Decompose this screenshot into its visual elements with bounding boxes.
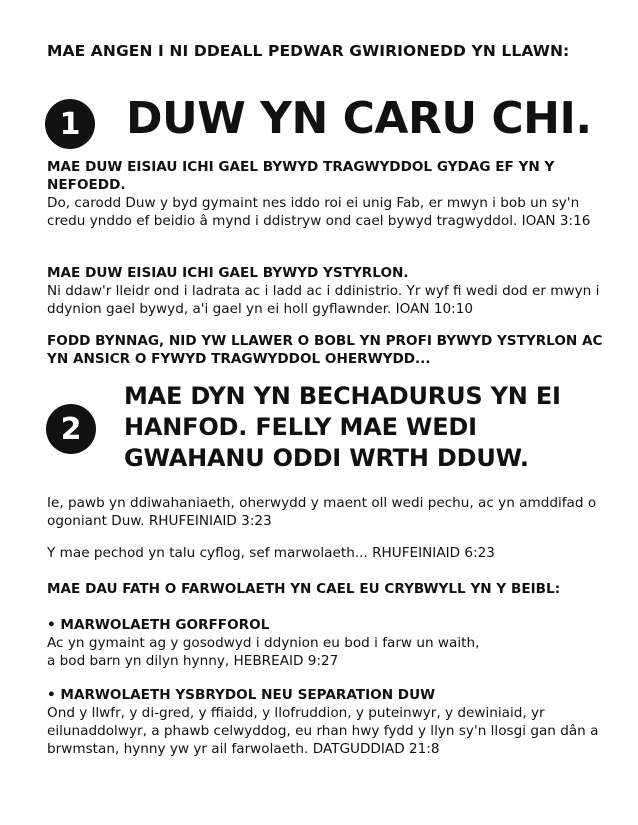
- truth-1-p2-heading: MAE DUW EISIAU ICHI GAEL BYWYD YSTYRLON.: [47, 265, 409, 281]
- intro-heading: MAE ANGEN I NI DDEALL PEDWAR GWIRIONEDD YN LLAWN:: [47, 42, 570, 60]
- truth-1-p1-text: Do, carodd Duw y byd gymaint nes iddo roi ei unig Fab, er mwyn i bob un sy'n credu ynddo ef beidio â mynd i ddistryw ond cael bywyd tragwyddol.: [47, 195, 580, 229]
- truth-1-p1-heading: MAE DUW EISIAU ICHI GAEL BYWYD TRAGWYDDOL GYDAG EF YN Y NEFOEDD.: [47, 159, 555, 193]
- truth-2-paragraph-2: [47, 544, 607, 562]
- truth-1-heading: DUW YN CARU CHI.: [126, 93, 592, 144]
- truth-1-paragraph-2: [47, 264, 607, 318]
- truth-2-p1-reference: RHUFEINIAID 3:23: [148, 513, 272, 529]
- bullet-1-reference: HEBREAID 9:27: [233, 653, 339, 669]
- bullet-1-line-2: a bod barn yn dilyn hynny,: [47, 653, 230, 669]
- truth-1-p2-reference: IOAN 10:10: [395, 301, 474, 317]
- truth-1-paragraph-1: [47, 158, 607, 230]
- bullet-spiritual-death: [47, 686, 607, 758]
- truth-2-paragraph-3: MAE DAU FATH O FARWOLAETH YN CAEL EU CRYBWYLL YN Y BEIBL:: [47, 581, 561, 597]
- truth-1-p1-reference: IOAN 3:16: [521, 213, 591, 229]
- truth-2-number-badge: 2: [46, 404, 96, 454]
- truth-1-paragraph-3: FODD BYNNAG, NID YW LLAWER O BOBL YN PROFI BYWYD YSTYRLON AC YN ANSICR O FYWYD TRAGWYDDOL OHERWYDD...: [47, 333, 603, 367]
- truth-2-paragraph-1: [47, 494, 607, 530]
- truth-2-heading: MAE DYN YN BECHADURUS YN EI HANFOD. FELLY MAE WEDI GWAHANU ODDI WRTH DDUW.: [124, 382, 561, 472]
- bullet-physical-death: [47, 616, 607, 670]
- truth-1-p2-body: [47, 282, 607, 318]
- truth-2-p1-text: Ie, pawb yn ddiwahaniaeth, oherwydd y maent oll wedi pechu, ac yn amddifad o ogoniant Duw.: [47, 495, 597, 529]
- bullet-2-body: [47, 704, 607, 758]
- truth-2-p2-reference: RHUFEINIAID 6:23: [372, 545, 495, 561]
- truth-2-p2-text: Y mae pechod yn talu cyflog, sef marwolaeth...: [47, 545, 368, 561]
- bullet-2-text: Ond y llwfr, y di-gred, y ffiaidd, y llofruddion, y puteinwyr, y dewiniaid, yr eilunaddolwyr, a phawb celwyddog, eu rhan hwy fydd y llyn sy'n llosgi gan dân a brwmstan, hynny yw yr ail farwolaeth.: [47, 705, 599, 757]
- bullet-2-heading: • MARWOLAETH YSBRYDOL NEU SEPARATION DUW: [47, 687, 436, 703]
- bullet-1-line-2-wrap: [47, 652, 607, 670]
- truth-1-p1-body: [47, 194, 607, 230]
- truth-1-number-badge: 1: [45, 99, 95, 149]
- bullet-2-reference: DATGUDDIAD 21:8: [312, 741, 440, 757]
- truth-1-p2-text: Ni ddaw'r lleidr ond i ladrata ac i ladd ac i ddinistrio. Yr wyf fi wedi dod er mwyn i ddynion gael bywyd, a'i gael yn ei holl gyflawnder.: [47, 283, 600, 317]
- bullet-1-heading: • MARWOLAETH GORFFOROL: [47, 617, 270, 633]
- bullet-1-line-1: Ac yn gymaint ag y gosodwyd i ddynion eu bod i farw un waith,: [47, 635, 480, 651]
